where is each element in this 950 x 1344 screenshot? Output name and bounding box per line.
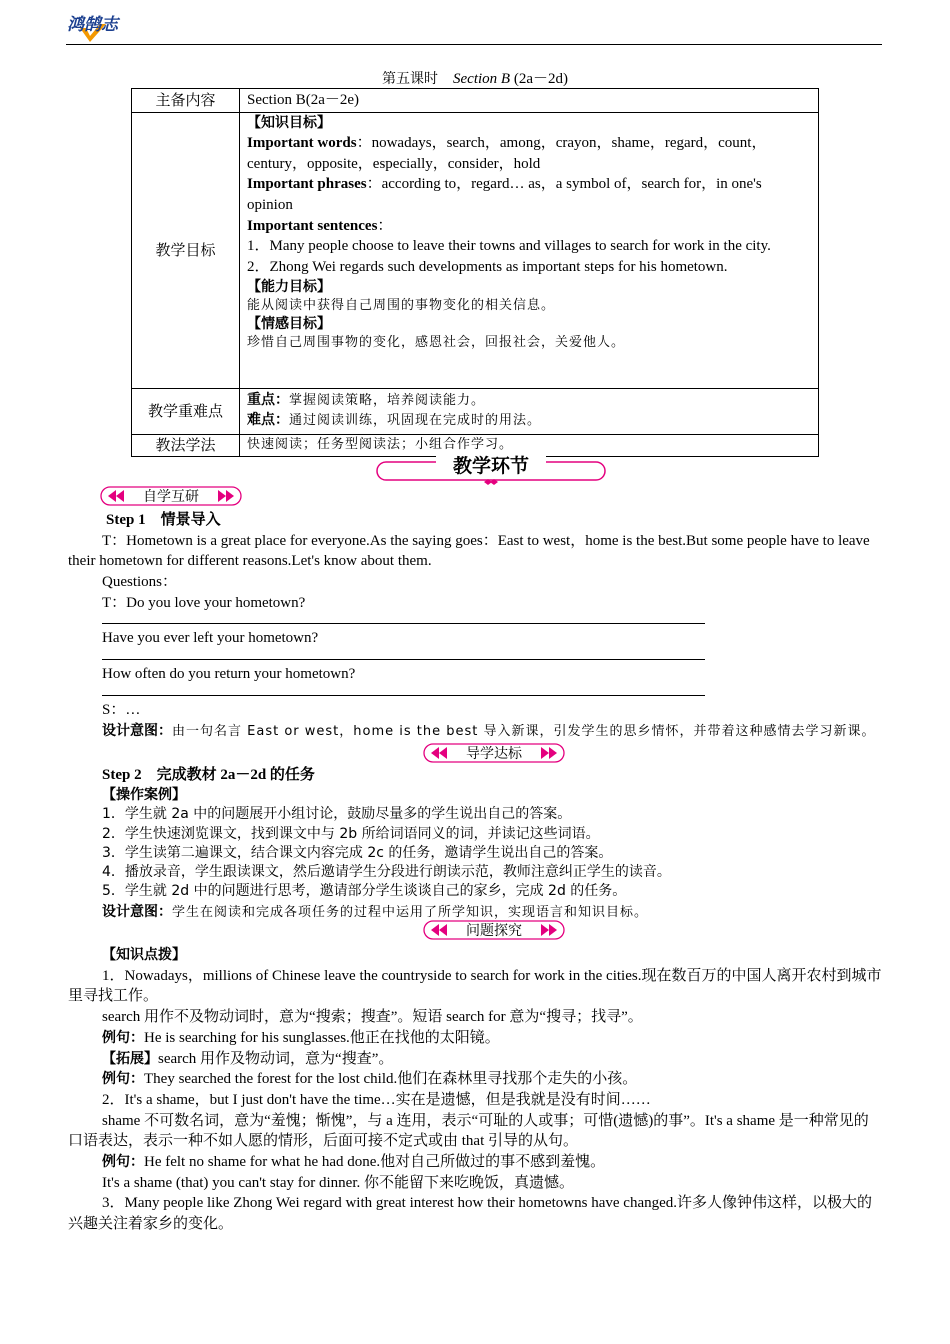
step1-title: Step 1 情景导入 (106, 512, 221, 528)
emotion-text: 珍惜自己周围事物的变化，感恩社会，回报社会，关爱他人。 (247, 335, 626, 351)
point-2c: It's a shame (that) you can't stay for dinner. 你不能留下来吃晚饭，真遗憾。 (102, 1174, 574, 1191)
point-2: 2．It's a shame，but I just don't have the time…实在是遗憾，但是我就是没有时间…… (102, 1091, 651, 1108)
question-1: T：Do you love your hometown? (102, 594, 306, 611)
example-1: He is searching for his sunglasses.他正在找他的太阳镜。 (144, 1029, 500, 1046)
key-text: 掌握阅读策略，培养阅读能力。 (289, 392, 486, 408)
phrases-list: ：according to，regard… as，a symbol of，search for，in one's opinion (247, 176, 762, 214)
banner-frame (376, 452, 606, 486)
point-2a: shame 不可数名词，意为“羞愧；惭愧”，与 a 连用，表示“可耻的人或事；可惜(遗憾)的事”。It's a shame 是一种常见的口语表达，表示一种不如人愿的情形，后面可接不定式或由 that 引导的从句。 (68, 1112, 869, 1150)
badge-explore-frame (423, 918, 565, 942)
badge-guided (423, 741, 565, 765)
key-label: 重点： (247, 391, 289, 408)
case-item-3: 3．学生读第二遍课文，结合课文内容完成 2c 的任务，邀请学生说出自己的答案。 (102, 844, 613, 861)
row-objectives (132, 112, 819, 388)
point-2b (68, 1152, 883, 1173)
point-1: 1．Nowadays，millions of Chinese leave the countryside to search for work in the cities.现在数百万的中国人离开农村到城市里寻找工作。 (68, 967, 882, 1005)
point-1c (68, 1049, 883, 1070)
page-title (0, 69, 950, 90)
extension-text: search 用作及物动词，意为“搜查”。 (158, 1050, 394, 1067)
answer-line-1[interactable] (102, 613, 705, 624)
badge-explore-label: 问题探究 (466, 923, 522, 940)
logo-text: 鸿鹄志 (67, 15, 118, 35)
important-sentences (247, 216, 811, 237)
sentences-label: Important sentences (247, 217, 378, 234)
lesson-plan-table (131, 88, 819, 457)
design-label: 设计意图： (102, 722, 172, 739)
step1-intro: T：Hometown is a great place for everyone.As the saying goes：East to west，home is the best.But some people have to leave their hometown for different reasons.Let's know about them. (68, 532, 870, 570)
example-label-3: 例句： (102, 1153, 144, 1170)
value-objectives (240, 112, 819, 388)
point-1a: search 用作不及物动词时，意为“搜索；搜查”。短语 search for 意为“搜寻；找寻”。 (102, 1009, 643, 1026)
value-main-content: Section B(2a－2e) (240, 89, 819, 113)
badge-guided-label: 导学达标 (466, 746, 522, 763)
label-key-points: 教学重难点 (132, 388, 240, 434)
section-range: (2a－2d) (513, 71, 568, 87)
important-phrases (247, 174, 811, 215)
logo-graphic (66, 10, 144, 44)
design-text: 由一句名言 East or west，home is the best 导入新课，引发学生的思乡情怀，并带着这种感情去学习新课。 (172, 723, 876, 739)
point-1b (68, 1028, 883, 1049)
example-label-2: 例句： (102, 1071, 144, 1088)
value-key-points (240, 388, 819, 434)
badge-explore (423, 918, 565, 942)
badge-guided-row (68, 741, 883, 765)
difficulty-text: 通过阅读训练，巩固现在完成时的用法。 (289, 413, 542, 429)
ability-head: 【能力目标】 (247, 278, 331, 295)
section-banner (376, 452, 606, 486)
case-item-1: 1．学生就 2a 中的问题展开小组讨论，鼓励尽量多的学生说出自己的答案。 (102, 806, 572, 823)
row-key-points (132, 388, 819, 434)
point-1d (68, 1069, 883, 1090)
difficulty-label: 难点： (247, 412, 289, 429)
design-label-2: 设计意图： (102, 903, 172, 920)
main-content (68, 510, 883, 1235)
extension-label: 【拓展】 (102, 1050, 158, 1067)
words-label: Important words (247, 135, 357, 151)
ability-text: 能从阅读中获得自己周围的事物变化的相关信息。 (247, 298, 556, 314)
header-rule (66, 44, 882, 45)
row-main-content (132, 89, 819, 113)
label-objectives: 教学目标 (132, 112, 240, 388)
case-item-2: 2．学生快速浏览课文，找到课文中与 2b 所给词语同义的词，并读记这些词语。 (102, 825, 600, 842)
example-label-1: 例句： (102, 1029, 144, 1046)
phrases-label: Important phrases (247, 176, 367, 193)
badge-self-study (100, 484, 242, 508)
knowledge-head: 【知识目标】 (247, 114, 331, 131)
question-2: Have you ever left your hometown? (102, 630, 319, 647)
logo (66, 10, 144, 44)
sentence-2: 2．Zhong Wei regards such developments as important steps for his hometown. (247, 259, 728, 276)
step1-questions: Questions： (102, 574, 178, 591)
emotion-head: 【情感目标】 (247, 316, 331, 333)
point-3: 3．Many people like Zhong Wei regard with great interest how their hometowns have changed.许多人像钟伟这样，以极大的兴趣关注着家乡的变化。 (68, 1195, 873, 1232)
case-item-4: 4．播放录音，学生跟读课文，然后邀请学生分段进行朗读示范，教师注意纠正学生的读音。 (102, 864, 671, 881)
banner-title: 教学环节 (452, 455, 530, 477)
design-text-2: 学生在阅读和完成各项任务的过程中运用了所学知识，实现语言和知识目标。 (172, 904, 649, 920)
label-main-content: 主备内容 (132, 89, 240, 113)
answer-line-3[interactable] (102, 685, 705, 696)
lesson-number: 第五课时 (382, 71, 438, 87)
case-item-5: 5．学生就 2d 中的问题进行思考，邀请部分学生谈谈自己的家乡，完成 2d 的任务。 (102, 883, 627, 900)
badge-guided-frame (423, 741, 565, 765)
badge-self-study-label: 自学互研 (143, 489, 199, 505)
value-methods: 快速阅读；任务型阅读法；小组合作学习。 (240, 434, 819, 456)
explore-head: 【知识点拨】 (102, 947, 186, 964)
sentence-1: 1．Many people choose to leave their towns and villages to search for work in the city. (247, 238, 771, 255)
section-name: Section B (453, 71, 511, 87)
words-list: ：nowadays，search，among，crayon，shame，regard，count，century，opposite，especially，consider，hold (247, 135, 767, 172)
example-3: He felt no shame for what he had done.他对自己所做过的事不感到羞愧。 (144, 1153, 606, 1170)
sentences-colon: ： (377, 217, 393, 234)
label-methods: 教法学法 (132, 434, 240, 456)
important-words (247, 133, 811, 174)
student-answer: S：… (102, 701, 141, 718)
step2-title: Step 2 完成教材 2a－2d 的任务 (102, 767, 315, 784)
badge-explore-row (68, 922, 883, 946)
question-3: How often do you return your hometown? (102, 666, 356, 683)
badge-self-study-frame (100, 484, 242, 508)
step1-design (68, 721, 883, 742)
case-head: 【操作案例】 (102, 786, 186, 803)
example-2: They searched the forest for the lost child.他们在森林里寻找那个走失的小孩。 (144, 1071, 638, 1088)
answer-line-2[interactable] (102, 649, 705, 660)
